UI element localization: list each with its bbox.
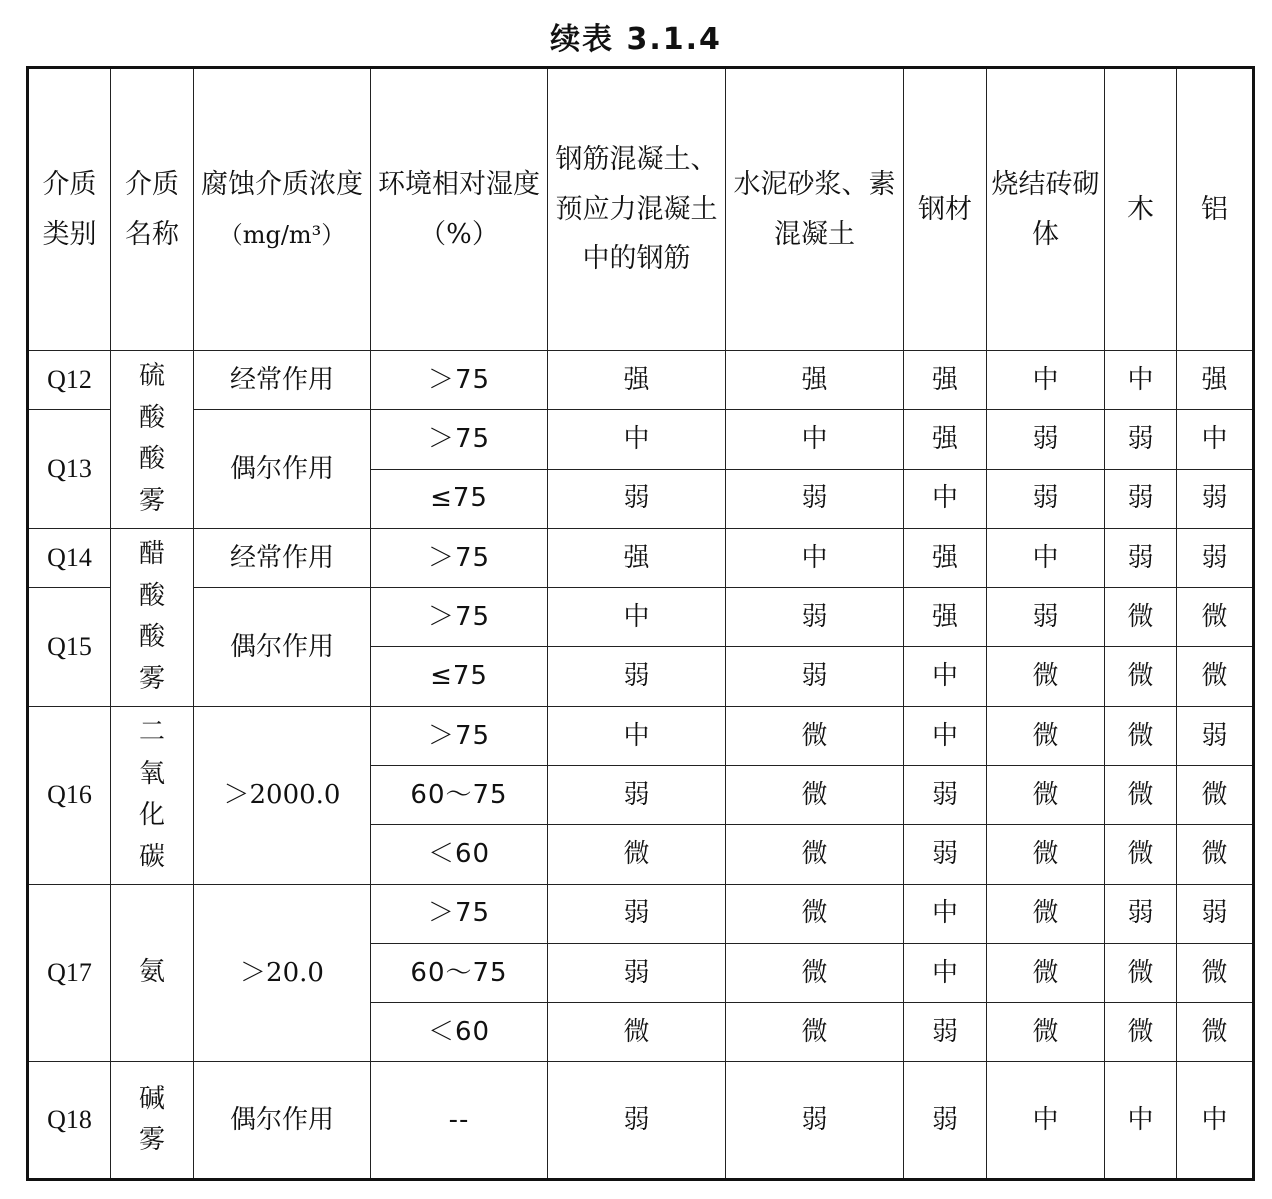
corrosion-grade-table (26, 66, 1255, 1181)
wood-grade-cell: 弱 (1105, 884, 1177, 943)
medium-name-cell-text: 氨 (138, 957, 165, 988)
rebar-grade-cell: 中 (548, 588, 726, 647)
mortar-grade-cell: 中 (726, 528, 904, 587)
aluminum-grade-cell: 微 (1177, 765, 1254, 824)
aluminum-grade-cell: 微 (1177, 825, 1254, 884)
brick-grade-cell: 中 (987, 351, 1105, 410)
concentration-cell: ＞20.0 (194, 884, 371, 1062)
aluminum-grade-cell: 弱 (1177, 884, 1254, 943)
mortar-grade-cell: 弱 (726, 647, 904, 706)
mortar-grade-cell: 弱 (726, 588, 904, 647)
table-caption: 续表 3.1.4 (550, 22, 722, 57)
steel-grade-cell: 强 (904, 410, 987, 469)
mortar-grade-cell: 弱 (726, 1062, 904, 1180)
wood-grade-cell: 微 (1105, 943, 1177, 1002)
mortar-grade-cell: 微 (726, 1003, 904, 1062)
rebar-grade-cell: 弱 (548, 943, 726, 1002)
rebar-grade-cell: 弱 (548, 647, 726, 706)
table-row (28, 1062, 1254, 1180)
humidity-cell: ＞75 (371, 528, 548, 587)
rebar-grade-cell: 弱 (548, 884, 726, 943)
aluminum-grade-cell: 微 (1177, 588, 1254, 647)
header-concentration-label: 腐蚀介质浓度 (201, 168, 363, 200)
humidity-cell: -- (371, 1062, 548, 1180)
medium-name-cell (111, 706, 194, 884)
humidity-cell: ＞75 (371, 588, 548, 647)
header-category: 介质类别 (28, 68, 111, 351)
brick-grade-cell: 微 (987, 1003, 1105, 1062)
brick-grade-cell: 弱 (987, 469, 1105, 528)
concentration-cell: 偶尔作用 (194, 410, 371, 529)
mortar-grade-cell: 中 (726, 410, 904, 469)
medium-code-cell: Q15 (28, 588, 111, 707)
steel-grade-cell: 中 (904, 469, 987, 528)
header-aluminum: 铝 (1177, 68, 1254, 351)
header-name: 介质名称 (111, 68, 194, 351)
steel-grade-cell: 弱 (904, 1062, 987, 1180)
aluminum-grade-cell: 中 (1177, 1062, 1254, 1180)
rebar-grade-cell: 微 (548, 1003, 726, 1062)
aluminum-grade-cell: 微 (1177, 943, 1254, 1002)
brick-grade-cell: 微 (987, 706, 1105, 765)
concentration-cell: ＞2000.0 (194, 706, 371, 884)
steel-grade-cell: 强 (904, 528, 987, 587)
wood-grade-cell: 中 (1105, 1062, 1177, 1180)
humidity-cell: 60～75 (371, 765, 548, 824)
rebar-grade-cell: 强 (548, 351, 726, 410)
brick-grade-cell: 中 (987, 1062, 1105, 1180)
aluminum-grade-cell: 微 (1177, 1003, 1254, 1062)
aluminum-grade-cell: 弱 (1177, 469, 1254, 528)
mortar-grade-cell: 微 (726, 884, 904, 943)
rebar-grade-cell: 弱 (548, 1062, 726, 1180)
medium-code-cell: Q14 (28, 528, 111, 587)
brick-grade-cell: 微 (987, 825, 1105, 884)
medium-name-cell-text: 醋酸酸雾 (138, 539, 165, 694)
table-row (28, 528, 1254, 587)
humidity-cell: ＞75 (371, 706, 548, 765)
mortar-grade-cell: 强 (726, 351, 904, 410)
brick-grade-cell: 中 (987, 528, 1105, 587)
concentration-cell: 经常作用 (194, 351, 371, 410)
humidity-cell: ≤75 (371, 469, 548, 528)
brick-grade-cell: 微 (987, 647, 1105, 706)
header-concentration-unit: （mg/m³） (218, 220, 346, 249)
header-brick: 烧结砖砌体 (987, 68, 1105, 351)
aluminum-grade-cell: 弱 (1177, 528, 1254, 587)
rebar-grade-cell: 中 (548, 706, 726, 765)
wood-grade-cell: 弱 (1105, 469, 1177, 528)
wood-grade-cell: 微 (1105, 825, 1177, 884)
medium-name-cell (111, 351, 194, 529)
medium-code-cell: Q12 (28, 351, 111, 410)
medium-name-cell (111, 884, 194, 1062)
header-row (28, 68, 1254, 351)
mortar-grade-cell: 弱 (726, 469, 904, 528)
humidity-cell: ＜60 (371, 1003, 548, 1062)
medium-name-cell-text: 二氧化碳 (138, 716, 165, 872)
mortar-grade-cell: 微 (726, 765, 904, 824)
header-concentration (194, 68, 371, 351)
humidity-cell: ＞75 (371, 410, 548, 469)
medium-code-cell: Q13 (28, 410, 111, 529)
concentration-cell: 偶尔作用 (194, 588, 371, 707)
mortar-grade-cell: 微 (726, 943, 904, 1002)
rebar-grade-cell: 弱 (548, 765, 726, 824)
wood-grade-cell: 微 (1105, 588, 1177, 647)
steel-grade-cell: 中 (904, 943, 987, 1002)
medium-name-cell (111, 528, 194, 706)
steel-grade-cell: 弱 (904, 765, 987, 824)
humidity-cell: ＞75 (371, 351, 548, 410)
wood-grade-cell: 弱 (1105, 528, 1177, 587)
steel-grade-cell: 弱 (904, 825, 987, 884)
medium-code-cell: Q17 (28, 884, 111, 1062)
medium-name-cell-text: 碱雾 (138, 1083, 165, 1156)
header-steel: 钢材 (904, 68, 987, 351)
steel-grade-cell: 弱 (904, 1003, 987, 1062)
brick-grade-cell: 弱 (987, 410, 1105, 469)
medium-name-cell (111, 1062, 194, 1180)
medium-name-cell-text: 硫酸酸雾 (138, 361, 165, 517)
wood-grade-cell: 微 (1105, 765, 1177, 824)
steel-grade-cell: 中 (904, 706, 987, 765)
humidity-cell: ＞75 (371, 884, 548, 943)
rebar-grade-cell: 强 (548, 528, 726, 587)
wood-grade-cell: 微 (1105, 706, 1177, 765)
header-rebar: 钢筋混凝土、预应力混凝土中的钢筋 (548, 68, 726, 351)
aluminum-grade-cell: 中 (1177, 410, 1254, 469)
table-row (28, 351, 1254, 410)
mortar-grade-cell: 微 (726, 825, 904, 884)
table-body (28, 351, 1254, 1180)
header-humidity: 环境相对湿度（%） (371, 68, 548, 351)
header-wood: 木 (1105, 68, 1177, 351)
medium-code-cell: Q16 (28, 706, 111, 884)
aluminum-grade-cell: 强 (1177, 351, 1254, 410)
rebar-grade-cell: 微 (548, 825, 726, 884)
wood-grade-cell: 微 (1105, 1003, 1177, 1062)
wood-grade-cell: 中 (1105, 351, 1177, 410)
brick-grade-cell: 微 (987, 943, 1105, 1002)
humidity-cell: ≤75 (371, 647, 548, 706)
wood-grade-cell: 微 (1105, 647, 1177, 706)
mortar-grade-cell: 微 (726, 706, 904, 765)
humidity-cell: 60～75 (371, 943, 548, 1002)
aluminum-grade-cell: 弱 (1177, 706, 1254, 765)
brick-grade-cell: 微 (987, 765, 1105, 824)
brick-grade-cell: 弱 (987, 588, 1105, 647)
concentration-cell: 经常作用 (194, 528, 371, 587)
steel-grade-cell: 强 (904, 351, 987, 410)
table-row (28, 410, 1254, 469)
aluminum-grade-cell: 微 (1177, 647, 1254, 706)
rebar-grade-cell: 中 (548, 410, 726, 469)
steel-grade-cell: 中 (904, 647, 987, 706)
header-mortar: 水泥砂浆、素混凝土 (726, 68, 904, 351)
table-row (28, 884, 1254, 943)
steel-grade-cell: 强 (904, 588, 987, 647)
concentration-cell: 偶尔作用 (194, 1062, 371, 1180)
rebar-grade-cell: 弱 (548, 469, 726, 528)
wood-grade-cell: 弱 (1105, 410, 1177, 469)
medium-code-cell: Q18 (28, 1062, 111, 1180)
humidity-cell: ＜60 (371, 825, 548, 884)
brick-grade-cell: 微 (987, 884, 1105, 943)
table-row (28, 706, 1254, 765)
table-row (28, 588, 1254, 647)
steel-grade-cell: 中 (904, 884, 987, 943)
